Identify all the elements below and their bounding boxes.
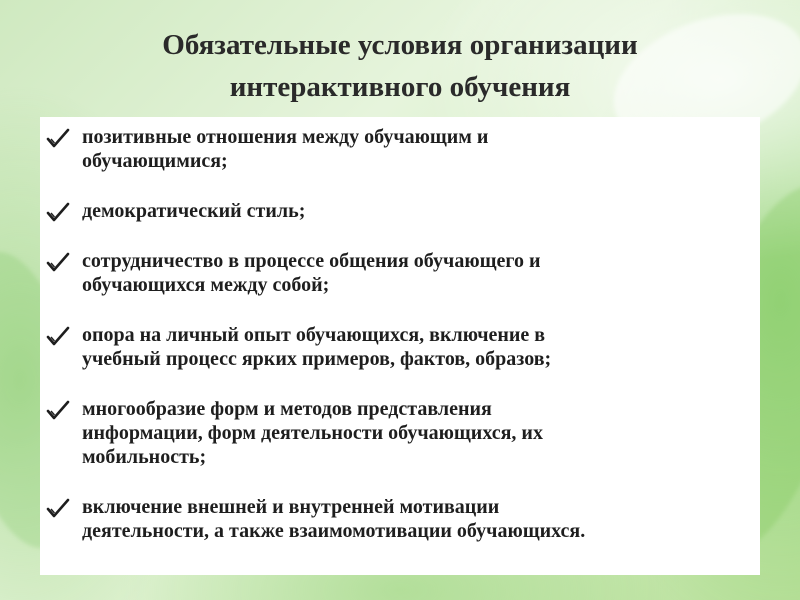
list-item-line: информации, форм деятельности обучающихся, их	[82, 422, 543, 444]
checkmark-icon	[46, 252, 70, 272]
list-item	[40, 495, 760, 543]
list-item	[40, 199, 760, 223]
list-item-line: мобильность;	[82, 446, 207, 468]
list-item-line: позитивные отношения между обучающим и	[82, 126, 489, 148]
list-item	[40, 397, 760, 469]
list-item-line: демократический стиль;	[82, 200, 306, 222]
list-item	[40, 249, 760, 297]
checkmark-icon	[46, 400, 70, 420]
slide-title-line: Обязательные условия организации	[162, 29, 638, 61]
list-item-line: обучающимися;	[82, 150, 228, 172]
content-panel	[40, 117, 760, 575]
list-item-line: учебный процесс ярких примеров, фактов, образов;	[82, 348, 552, 370]
checkmark-icon	[46, 202, 70, 222]
checkmark-icon	[46, 128, 70, 148]
checkmark-icon	[46, 498, 70, 518]
list-item-line: сотрудничество в процессе общения обучающего и	[82, 250, 541, 272]
list-item-line: многообразие форм и методов представления	[82, 398, 492, 420]
slide-title	[40, 24, 760, 108]
list-item-line: деятельности, а также взаимомотивации обучающихся.	[82, 520, 586, 542]
bullet-list	[40, 125, 760, 569]
list-item	[40, 125, 760, 173]
list-item-line: обучающихся между собой;	[82, 274, 330, 296]
checkmark-icon	[46, 326, 70, 346]
slide-title-line: интерактивного обучения	[229, 71, 571, 103]
list-item-line: включение внешней и внутренней мотивации	[82, 496, 500, 518]
list-item	[40, 323, 760, 371]
list-item-line: опора на личный опыт обучающихся, включение в	[82, 324, 546, 346]
